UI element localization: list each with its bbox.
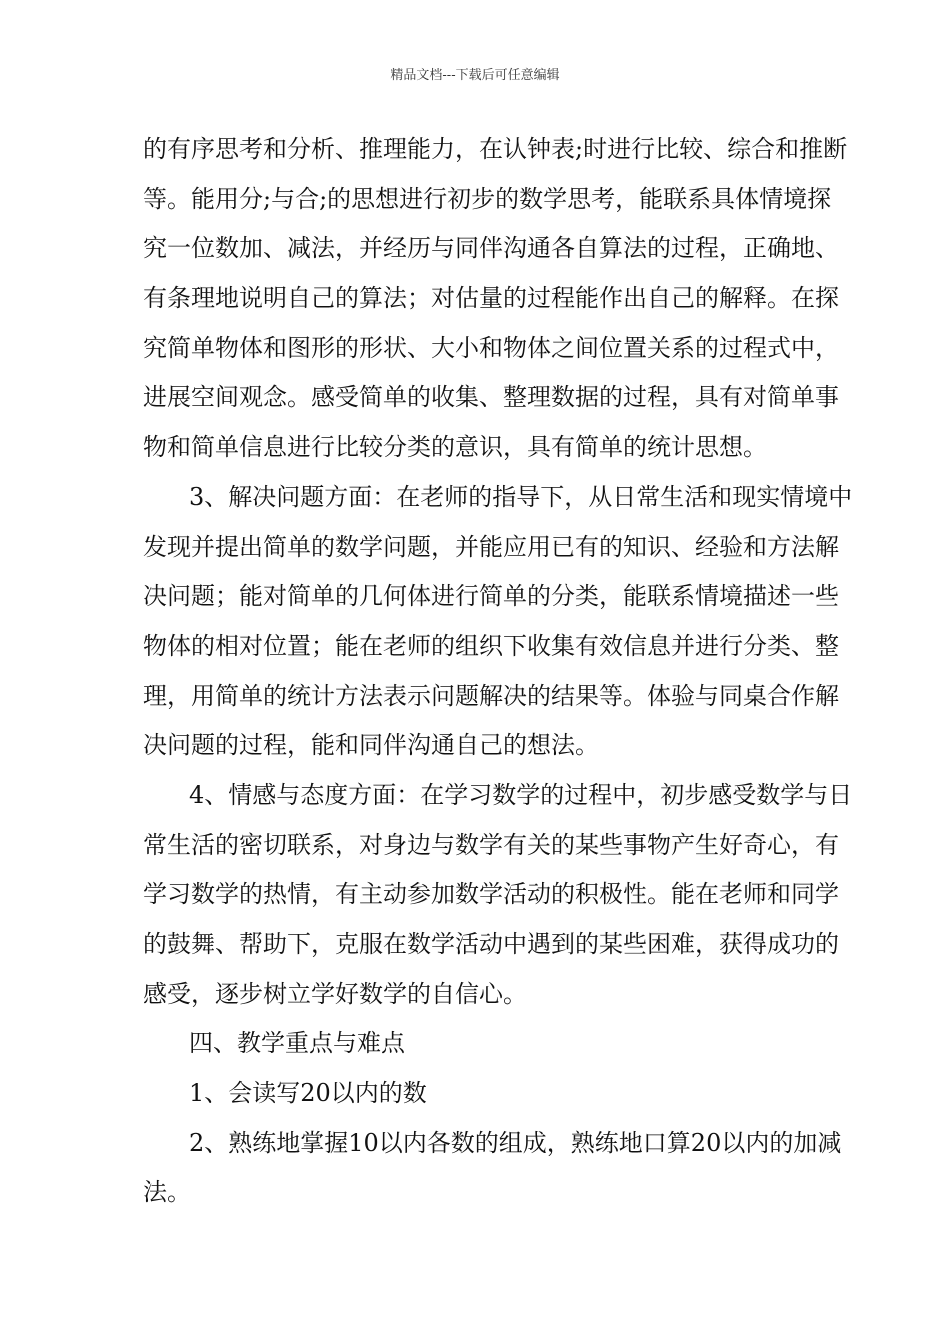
page-header: 精品文档---下载后可任意编辑 — [390, 68, 560, 83]
text-line: 法。 — [143, 1178, 191, 1207]
paragraph — [143, 1019, 807, 1069]
text-line: 有条理地说明自己的算法；对估量的过程能作出自己的解释。在探 — [143, 284, 839, 313]
text-line: 决问题；能对简单的几何体进行简单的分类，能联系情境描述一些 — [143, 582, 839, 611]
text-line: 发现并提出简单的数学问题，并能应用已有的知识、经验和方法解 — [143, 532, 839, 561]
document-body — [143, 125, 853, 1218]
paragraph — [143, 125, 848, 473]
text-line: 学习数学的热情，有主动参加数学活动的积极性。能在老师和同学 — [143, 880, 839, 909]
text-line: 究简单物体和图形的形状、大小和物体之间位置关系的过程式中， — [143, 333, 839, 362]
text-line: 1、会读写20以内的数 — [189, 1079, 427, 1108]
text-line: 的鼓舞、帮助下，克服在数学活动中遇到的某些困难，获得成功的 — [143, 930, 839, 958]
text-line: 的有序思考和分析、推理能力，在认钟表;时进行比较、综合和推断 — [143, 135, 848, 163]
paragraph — [143, 473, 853, 771]
paragraph — [143, 1119, 842, 1218]
text-line: 4、情感与态度方面：在学习数学的过程中，初步感受数学与日 — [189, 780, 853, 809]
text-line: 2、熟练地掌握10以内各数的组成，熟练地口算20以内的加减 — [189, 1128, 842, 1157]
text-line: 进展空间观念。感受简单的收集、整理数据的过程，具有对简单事 — [143, 383, 839, 412]
paragraph — [143, 771, 853, 1019]
text-line: 3、解决问题方面：在老师的指导下，从日常生活和现实情境中 — [189, 482, 853, 511]
text-line: 常生活的密切联系，对身边与数学有关的某些事物产生好奇心，有 — [143, 830, 839, 859]
text-line: 物体的相对位置；能在老师的组织下收集有效信息并进行分类、整 — [143, 631, 839, 660]
text-line: 物和简单信息进行比较分类的意识，具有简单的统计思想。 — [143, 433, 767, 462]
text-line: 究一位数加、减法，并经历与同伴沟通各自算法的过程，正确地、 — [143, 234, 839, 263]
text-line: 感受，逐步树立学好数学的自信心。 — [143, 979, 527, 1008]
text-line: 等。能用分;与合;的思想进行初步的数学思考，能联系具体情境探 — [143, 184, 832, 213]
text-line: 决问题的过程，能和同伴沟通自己的想法。 — [143, 731, 599, 760]
text-line: 四、教学重点与难点 — [189, 1029, 405, 1058]
text-line: 理，用简单的统计方法表示问题解决的结果等。体验与同桌合作解 — [143, 681, 839, 710]
paragraph — [143, 1069, 807, 1119]
